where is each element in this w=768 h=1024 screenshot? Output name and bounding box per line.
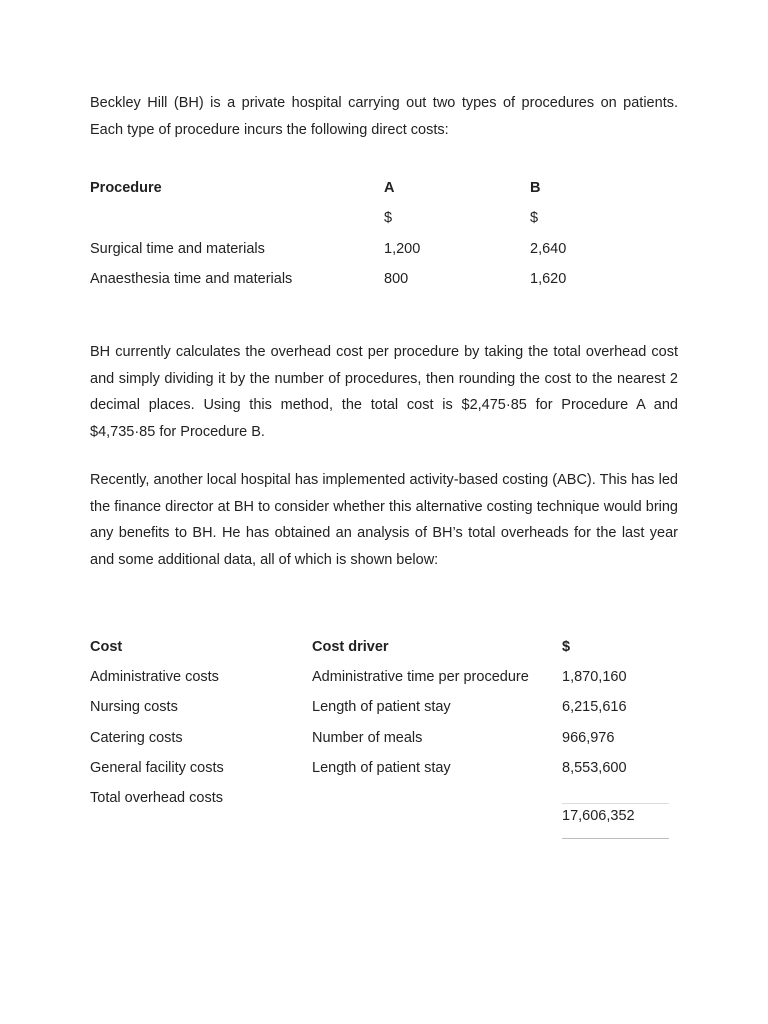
header-cost: Cost xyxy=(90,639,123,655)
row-facility-cost: General facility costs xyxy=(90,760,224,776)
abc-paragraph: Recently, another local hospital has implemented activity-based costing (ABC). This has led the finance director at BH to consider whether this alternative costing technique would bring any benefits to BH. He has obtained an analysis of BH’s total overheads for the last year and some additional data, all of which is shown below: xyxy=(90,472,678,568)
row-facility-amount: 8,553,600 xyxy=(562,760,627,776)
row-nursing-amount: 6,215,616 xyxy=(562,699,627,715)
row-surgical-label: Surgical time and materials xyxy=(90,241,265,257)
unit-a: $ xyxy=(384,210,393,226)
row-nursing-driver: Length of patient stay xyxy=(312,699,451,715)
header-b: B xyxy=(530,180,541,196)
total-bottom-rule xyxy=(562,838,669,839)
row-catering-cost: Catering costs xyxy=(90,730,183,746)
row-anaesthesia-a: 800 xyxy=(384,271,409,287)
row-surgical-b: 2,640 xyxy=(530,241,567,257)
row-surgical-a: 1,200 xyxy=(384,241,421,257)
row-catering-amount: 966,976 xyxy=(562,730,615,746)
header-procedure: Procedure xyxy=(90,180,162,196)
row-admin-amount: 1,870,160 xyxy=(562,669,627,685)
overhead-method-paragraph: BH currently calculates the overhead cost per procedure by taking the total overhead cost and simply dividing it by the number of procedures, then rounding the cost to the nearest 2 decimal places. Using this method, the total cost is $2,475·85 for Procedure A and $4,735·85 for Procedure B. xyxy=(90,344,678,440)
header-a: A xyxy=(384,180,395,196)
unit-b: $ xyxy=(530,210,539,226)
row-facility-driver: Length of patient stay xyxy=(312,760,451,776)
row-anaesthesia-b: 1,620 xyxy=(530,271,567,287)
header-dollar: $ xyxy=(562,639,571,655)
row-catering-driver: Number of meals xyxy=(312,730,423,746)
row-anaesthesia-label: Anaesthesia time and materials xyxy=(90,271,293,287)
total-overheads-label: Total overhead costs xyxy=(90,790,223,806)
row-nursing-cost: Nursing costs xyxy=(90,699,178,715)
total-overheads-value: 17,606,352 xyxy=(562,808,635,824)
row-admin-driver: Administrative time per procedure xyxy=(312,669,529,685)
header-cost-driver: Cost driver xyxy=(312,639,389,655)
intro-paragraph: Beckley Hill (BH) is a private hospital carrying out two types of procedures on patients. Each type of procedure incurs the following direct costs: xyxy=(90,95,678,138)
total-top-rule xyxy=(562,803,669,804)
row-admin-cost: Administrative costs xyxy=(90,669,219,685)
